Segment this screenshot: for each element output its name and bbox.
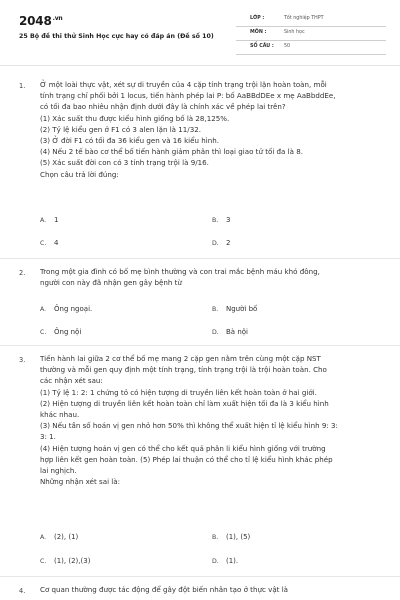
meta-label: LỚP : <box>250 16 265 21</box>
question-line: Cơ quan thường được tác động để gây đột biến nhân tạo ở thực vật là <box>40 585 289 594</box>
question-number: 2. <box>19 269 26 277</box>
meta-value: Tốt nghiệp THPT <box>284 16 324 21</box>
answer-option-d[interactable] <box>212 239 230 247</box>
question-line: (1) Tỷ lệ 1: 2: 1 chứng tỏ có hiện tượng di truyền liên kết hoàn toàn ở hai giới. <box>40 387 317 397</box>
option-key: A. <box>40 534 47 541</box>
question-line: người con này đã nhận gen gây bệnh từ <box>40 278 182 288</box>
question-line: (2) Tỷ lệ kiểu gen ở F1 có 3 alen lặn là 11/32. <box>40 124 201 134</box>
site-logo[interactable] <box>19 14 62 28</box>
header-divider <box>0 65 400 66</box>
answer-option-d[interactable] <box>212 328 248 336</box>
question-line: (3) Nếu tần số hoán vị gen nhỏ hơn 50% thì không thể xuất hiện tỉ lệ kiểu hình 9: 3: <box>40 421 338 431</box>
question-number: 1. <box>19 82 26 90</box>
option-text: Ông ngoại. <box>54 305 93 313</box>
meta-label: MÔN : <box>250 30 267 35</box>
document-title: 25 Bộ đề thi thử Sinh Học cực hay có đáp án (Đề số 10) <box>19 33 214 40</box>
question-line: thường và mỗi gen quy định một tính trạng, tính trạng trội là trội hoàn toàn. Cho <box>40 365 327 375</box>
question-divider <box>0 576 400 577</box>
option-key: A. <box>40 217 47 224</box>
question-line: (5) Xác suất đời con có 3 tính trạng trội là 9/16. <box>40 158 209 168</box>
meta-table <box>236 13 386 55</box>
question-line: (1) Xác suất thu được kiểu hình giống bố là 28,125%. <box>40 113 230 123</box>
meta-label: SỐ CÂU : <box>250 44 274 49</box>
question-line: Chọn câu trả lời đúng: <box>40 169 119 179</box>
question-text <box>40 353 390 487</box>
question-line: có tối đa bao nhiêu nhận định dưới đây là chính xác về phép lai trên? <box>40 102 286 112</box>
option-text: (2), (1) <box>54 533 79 541</box>
option-text: 1 <box>54 216 59 224</box>
option-text: Người bố <box>226 305 258 313</box>
question-line: (4) Nếu 2 tế bào cơ thể bố tiến hành giảm phân thì loại giao tử tối đa là 8. <box>40 147 303 157</box>
answer-option-d[interactable] <box>212 557 238 565</box>
option-text: Bà nội <box>226 328 248 336</box>
question-text <box>40 266 390 288</box>
meta-row-count <box>236 41 386 55</box>
document-header <box>0 0 400 62</box>
question-line: (3) Ở đời F1 có tối đa 36 kiểu gen và 16 kiểu hình. <box>40 136 219 146</box>
option-text: 3 <box>226 216 231 224</box>
question-line: (2) Hiện tượng di truyền liên kết hoàn toàn chỉ làm xuất hiện tối đa là 3 kiểu hình <box>40 398 329 408</box>
option-text: 4 <box>54 239 59 247</box>
answer-option-b[interactable] <box>212 216 230 224</box>
question-line: các nhận xét sau: <box>40 376 103 386</box>
question-line: hợp liên kết gen hoàn toàn. (5) Phép lai thuận có thể cho tỉ lệ kiểu hình khác phép <box>40 454 333 464</box>
option-text: 2 <box>226 239 231 247</box>
meta-value: Sinh học <box>284 30 305 35</box>
question-line: Ở một loài thực vật, xét sự di truyền của 4 cặp tính trạng trội lặn hoàn toàn, mỗi <box>40 80 327 89</box>
option-key: C. <box>40 329 47 336</box>
question-divider <box>0 258 400 259</box>
option-key: C. <box>40 240 47 247</box>
question-line: Tiến hành lai giữa 2 cơ thể bố mẹ mang 2 cặp gen nằm trên cùng một cặp NST <box>40 354 321 363</box>
question-number: 4. <box>19 587 26 595</box>
option-text: (1). <box>226 557 239 565</box>
option-key: C. <box>40 558 47 565</box>
option-key: B. <box>212 217 219 224</box>
answer-option-a[interactable] <box>40 216 58 224</box>
meta-value: 50 <box>284 44 291 49</box>
question-text <box>40 79 390 180</box>
question-number: 3. <box>19 356 26 364</box>
question-line: tính trạng chỉ phối bởi 1 locus, tiến hành phép lai P: bố AaBBdDEe x mẹ AaBbddEe, <box>40 91 336 101</box>
question-divider <box>0 345 400 346</box>
meta-row-class <box>236 13 386 27</box>
answer-option-c[interactable] <box>40 239 58 247</box>
question-line: Những nhận xét sai là: <box>40 477 120 487</box>
option-text: (1), (5) <box>226 533 251 541</box>
option-key: A. <box>40 306 47 313</box>
question-line: 3: 1. <box>40 432 56 442</box>
question-text <box>40 584 390 595</box>
logo-suffix: .vn <box>52 15 63 22</box>
answer-option-c[interactable] <box>40 328 81 336</box>
logo-text: 2048 <box>19 14 52 28</box>
option-text: (1), (2),(3) <box>54 557 91 565</box>
question-line: (4) Hiện tượng hoán vị gen có thể cho kết quả phân li kiểu hình giống với trường <box>40 443 326 453</box>
question-line: lai nghịch. <box>40 466 77 476</box>
option-key: D. <box>212 558 219 565</box>
option-key: D. <box>212 329 219 336</box>
option-key: B. <box>212 306 219 313</box>
answer-option-b[interactable] <box>212 533 250 541</box>
question-line: Trong một gia đình có bố mẹ bình thường và con trai mắc bệnh máu khó đông, <box>40 267 320 276</box>
answer-option-a[interactable] <box>40 305 92 313</box>
option-key: D. <box>212 240 219 247</box>
answer-option-c[interactable] <box>40 557 90 565</box>
option-key: B. <box>212 534 219 541</box>
answer-option-b[interactable] <box>212 305 257 313</box>
meta-row-subject <box>236 27 386 41</box>
answer-option-a[interactable] <box>40 533 78 541</box>
question-line: khác nhau. <box>40 410 80 420</box>
option-text: Ông nội <box>54 328 82 336</box>
